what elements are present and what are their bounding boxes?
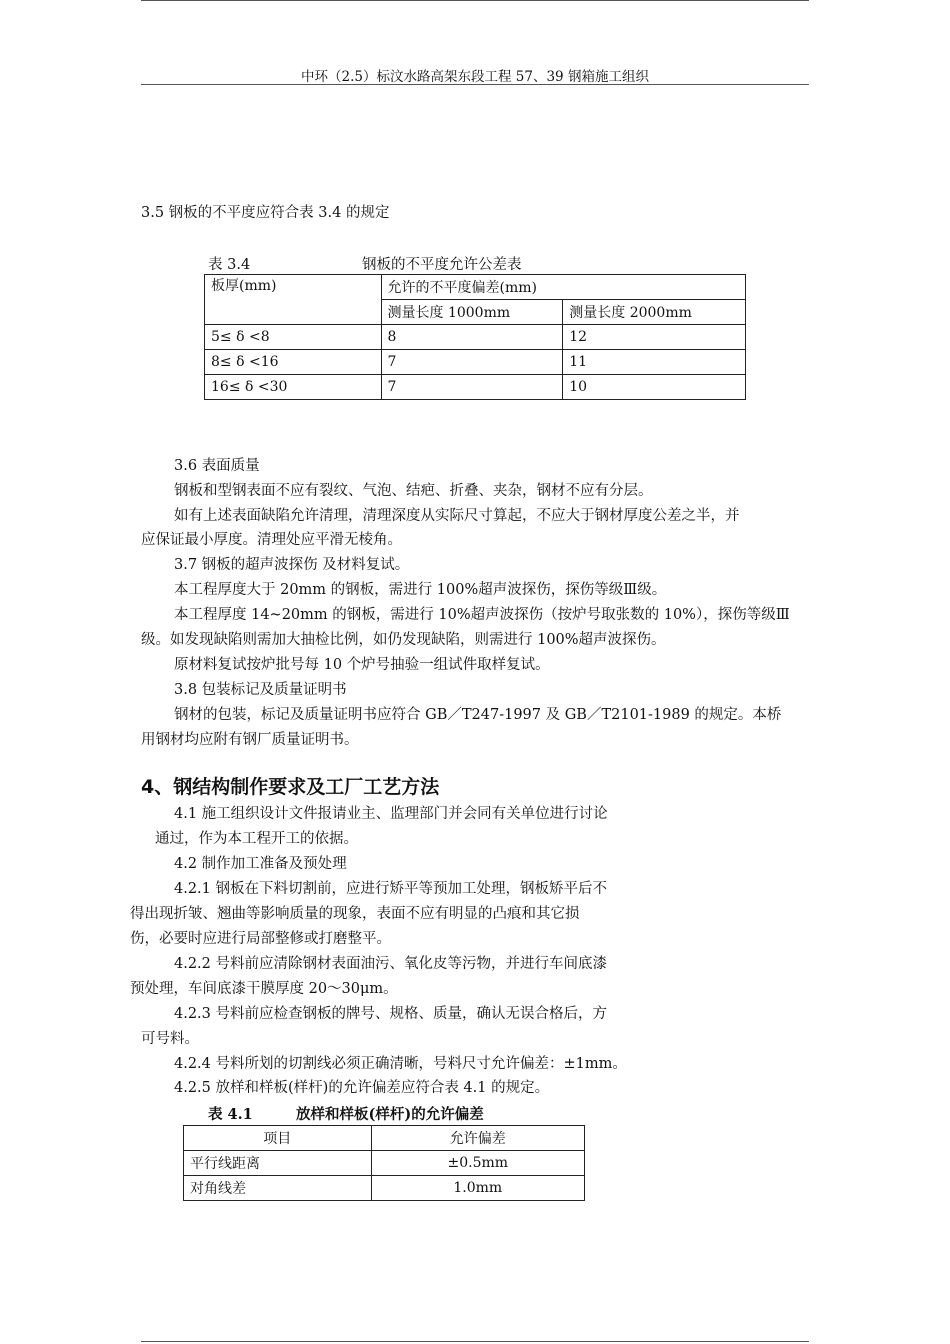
paragraph-line: 本工程厚度 14~20mm 的钢板，需进行 10%超声波探伤（按炉号取张数的 10%），探伤等级Ⅲ xyxy=(174,607,790,623)
table-cell: 平行线距离 xyxy=(184,1151,372,1176)
table-cell: 5≤ δ <8 xyxy=(205,325,382,350)
table-cell: 12 xyxy=(563,325,746,350)
header-tolerance: 允许偏差 xyxy=(371,1126,584,1151)
table-4-1-title: 放样和样板(样杆)的允许偏差 xyxy=(296,1106,484,1123)
table-header-row xyxy=(205,275,746,300)
section-3-8-heading: 3.8 包装标记及质量证明书 xyxy=(174,682,347,698)
table-cell: 7 xyxy=(381,375,563,400)
flatness-tolerance-table xyxy=(204,274,746,400)
paragraph-line: 4.2.2 号料前应清除钢材表面油污、氧化皮等污物，并进行车间底漆 xyxy=(174,956,608,972)
top-border-line xyxy=(141,0,809,1)
table-row xyxy=(205,375,746,400)
paragraph-line: 钢材的包装，标记及质量证明书应符合 GB／T247-1997 及 GB／T2101-1989 的规定。本桥 xyxy=(174,707,782,723)
table-cell: 对角线差 xyxy=(184,1176,372,1201)
table-cell: 7 xyxy=(381,350,563,375)
section-3-5-intro: 3.5 钢板的不平度应符合表 3.4 的规定 xyxy=(141,205,390,221)
table-row xyxy=(184,1151,585,1176)
paragraph-line: 伤，必要时应进行局部整修或打磨整平。 xyxy=(130,931,391,947)
paragraph-line: 用钢材均应附有钢厂质量证明书。 xyxy=(141,732,359,748)
section-4-heading: 4、钢结构制作要求及工厂工艺方法 xyxy=(141,776,440,798)
subheader-length-1000: 测量长度 1000mm xyxy=(381,300,563,325)
header-rule xyxy=(141,84,809,85)
paragraph-line: 通过，作为本工程开工的依据。 xyxy=(155,831,358,847)
paragraph-line: 本工程厚度大于 20mm 的钢板，需进行 100%超声波探伤，探伤等级Ⅲ级。 xyxy=(174,582,667,598)
table-row xyxy=(205,325,746,350)
header-item: 项目 xyxy=(184,1126,372,1151)
paragraph-line: 4.1 施工组织设计文件报请业主、监理部门并会同有关单位进行讨论 xyxy=(174,806,608,822)
table-cell: 10 xyxy=(563,375,746,400)
header-allowed-deviation: 允许的不平度偏差(mm) xyxy=(381,275,745,300)
table-3-4-title: 钢板的不平度允许公差表 xyxy=(362,257,522,273)
table-cell: 8≤ δ <16 xyxy=(205,350,382,375)
table-cell: ±0.5mm xyxy=(371,1151,584,1176)
paragraph-line: 得出现折皱、翘曲等影响质量的现象，表面不应有明显的凸痕和其它损 xyxy=(130,906,580,922)
layout-tolerance-table xyxy=(183,1125,585,1201)
table-3-4-label: 表 3.4 xyxy=(208,257,251,273)
table-4-1-label: 表 4.1 xyxy=(208,1106,253,1123)
paragraph-line: 应保证最小厚度。清理处应平滑无棱角。 xyxy=(141,532,402,548)
section-3-7-heading: 3.7 钢板的超声波探伤 及材料复试。 xyxy=(174,557,410,573)
section-3-6-heading: 3.6 表面质量 xyxy=(174,458,260,474)
paragraph-line: 原材料复试按炉批号每 10 个炉号抽验一组试件取样复试。 xyxy=(174,657,550,673)
table-row xyxy=(184,1176,585,1201)
table-header-row xyxy=(184,1126,585,1151)
footer-rule xyxy=(141,1341,809,1342)
table-cell: 16≤ δ <30 xyxy=(205,375,382,400)
paragraph-line: 可号料。 xyxy=(141,1031,199,1047)
paragraph-line: 级。如发现缺陷则需加大抽检比例，如仍发现缺陷，则需进行 100%超声波探伤。 xyxy=(141,632,666,648)
paragraph-line: 4.2 制作加工准备及预处理 xyxy=(174,856,347,872)
header-plate-thickness: 板厚(mm) xyxy=(205,275,382,325)
paragraph-line: 4.2.3 号料前应检查钢板的牌号、规格、质量，确认无误合格后，方 xyxy=(174,1006,608,1022)
paragraph-line: 4.2.5 放样和样板(样杆)的允许偏差应符合表 4.1 的规定。 xyxy=(174,1080,550,1096)
paragraph-line: 如有上述表面缺陷允许清理，清理深度从实际尺寸算起，不应大于钢材厚度公差之半，并 xyxy=(174,508,740,524)
table-cell: 8 xyxy=(381,325,563,350)
table-cell: 11 xyxy=(563,350,746,375)
paragraph-line: 钢板和型钢表面不应有裂纹、气泡、结疤、折叠、夹杂，钢材不应有分层。 xyxy=(174,483,653,499)
subheader-length-2000: 测量长度 2000mm xyxy=(563,300,746,325)
paragraph-line: 4.2.4 号料所划的切割线必须正确清晰，号料尺寸允许偏差：±1mm。 xyxy=(174,1056,627,1072)
paragraph-line: 预处理，车间底漆干膜厚度 20～30μm。 xyxy=(130,981,398,997)
table-row xyxy=(205,350,746,375)
page-header-title: 中环（2.5）标汶水路高架东段工程 57、39 钢箱施工组织 xyxy=(301,69,649,85)
table-cell: 1.0mm xyxy=(371,1176,584,1201)
paragraph-line: 4.2.1 钢板在下料切割前，应进行矫平等预加工处理，钢板矫平后不 xyxy=(174,881,608,897)
